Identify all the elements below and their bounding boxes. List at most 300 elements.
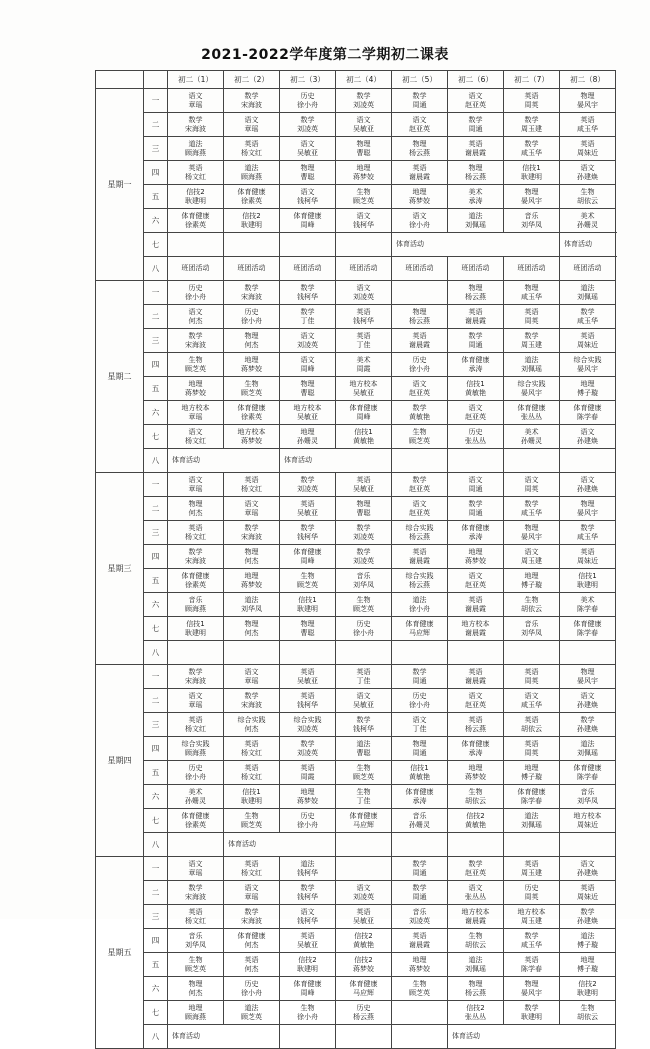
teacher-name: 耿建明 xyxy=(241,220,262,229)
lesson-cell xyxy=(504,953,560,977)
lesson-cell xyxy=(336,89,392,113)
lesson-cell xyxy=(448,1001,504,1025)
teacher-name: 宋海波 xyxy=(185,676,206,685)
lesson-cell xyxy=(560,665,616,689)
teacher-name: 丁佳 xyxy=(412,724,427,733)
teacher-name: 章瑶 xyxy=(188,484,203,493)
subject-name: 地理 xyxy=(244,355,259,364)
teacher-name: 杨文红 xyxy=(185,436,206,445)
teacher-name: 刘凌英 xyxy=(353,100,374,109)
weekday-label: 星期一 xyxy=(96,89,144,281)
teacher-name: 咸玉华 xyxy=(521,508,542,517)
period-row xyxy=(96,161,616,185)
teacher-name: 谢晨霞 xyxy=(465,628,486,637)
subject-name: 生物 xyxy=(356,763,371,772)
period-label: 六 xyxy=(144,209,168,233)
period-row xyxy=(96,329,616,353)
lesson-cell xyxy=(168,185,224,209)
teacher-name: 蒋梦姣 xyxy=(297,796,318,805)
teacher-name: 吴敏亚 xyxy=(353,124,374,133)
teacher-name: 陈学春 xyxy=(521,796,542,805)
teacher-name: 承涛 xyxy=(468,196,483,205)
empty-cell xyxy=(336,833,392,857)
subject-name: 语文 xyxy=(356,211,371,220)
lesson-cell xyxy=(224,209,280,233)
teacher-name: 孙姗灵 xyxy=(297,436,318,445)
teacher-name: 胡依云 xyxy=(465,940,486,949)
lesson-cell xyxy=(168,617,224,641)
empty-cell xyxy=(280,641,336,665)
subject-name: 数学 xyxy=(524,499,539,508)
lesson-cell xyxy=(448,905,504,929)
lesson-cell xyxy=(224,137,280,161)
teacher-name: 杨云燕 xyxy=(465,988,486,997)
period-row xyxy=(96,833,616,857)
teacher-name: 蒋梦姣 xyxy=(353,964,374,973)
lesson-cell xyxy=(560,929,616,953)
class-header: 初二（6） xyxy=(448,71,504,89)
subject-name: 体育健康 xyxy=(181,571,210,580)
period-row xyxy=(96,521,616,545)
subject-name: 信技2 xyxy=(354,931,373,940)
subject-name: 体育健康 xyxy=(181,211,210,220)
lesson-cell xyxy=(336,497,392,521)
lesson-cell xyxy=(168,353,224,377)
lesson-cell xyxy=(504,497,560,521)
lesson-cell xyxy=(448,689,504,713)
subject-name: 物理 xyxy=(300,163,315,172)
subject-name: 英语 xyxy=(300,763,315,772)
lesson-cell xyxy=(280,713,336,737)
lesson-cell xyxy=(504,977,560,1001)
lesson-cell xyxy=(168,665,224,689)
lesson-cell xyxy=(504,761,560,785)
subject-name: 数学 xyxy=(524,115,539,124)
teacher-name: 何杰 xyxy=(244,964,259,973)
subject-name: 综合实践 xyxy=(405,571,434,580)
teacher-name: 周妹近 xyxy=(577,556,598,565)
lesson-cell xyxy=(560,137,616,161)
lesson-cell xyxy=(560,761,616,785)
teacher-name: 谢晨霞 xyxy=(465,916,486,925)
period-label: 四 xyxy=(144,929,168,953)
subject-name: 美术 xyxy=(188,787,203,796)
subject-name: 信技1 xyxy=(242,787,261,796)
teacher-name: 黄敏艳 xyxy=(409,772,430,781)
subject-name: 英语 xyxy=(412,163,427,172)
lesson-cell xyxy=(504,617,560,641)
empty-cell xyxy=(336,1025,392,1049)
teacher-name: 黄敏艳 xyxy=(465,388,486,397)
subject-name: 历史 xyxy=(300,91,315,100)
teacher-name: 胡依云 xyxy=(465,796,486,805)
lesson-cell xyxy=(168,977,224,1001)
subject-name: 英语 xyxy=(468,667,483,676)
subject-name: 数学 xyxy=(468,115,483,124)
teacher-name: 周峰 xyxy=(356,412,371,421)
teacher-name: 谢晨霞 xyxy=(465,604,486,613)
lesson-cell xyxy=(280,809,336,833)
teacher-name: 刘凌英 xyxy=(297,484,318,493)
activity-cell: 体育活动 xyxy=(168,1025,280,1049)
subject-name: 英语 xyxy=(468,595,483,604)
lesson-cell xyxy=(168,425,224,449)
lesson-cell xyxy=(504,305,560,329)
lesson-cell xyxy=(392,545,448,569)
teacher-name: 吴敏亚 xyxy=(297,412,318,421)
subject-name: 数学 xyxy=(188,883,203,892)
empty-cell xyxy=(504,449,560,473)
subject-name: 地理 xyxy=(580,379,595,388)
subject-name: 地理 xyxy=(188,379,203,388)
subject-name: 英语 xyxy=(524,955,539,964)
subject-name: 历史 xyxy=(188,283,203,292)
teacher-name: 赵亚英 xyxy=(409,388,430,397)
teacher-name: 谢晨霞 xyxy=(409,556,430,565)
lesson-cell xyxy=(560,785,616,809)
subject-name: 地理 xyxy=(244,571,259,580)
teacher-name: 周通 xyxy=(468,124,483,133)
teacher-name: 吴敏亚 xyxy=(297,940,318,949)
lesson-cell xyxy=(560,953,616,977)
period-row xyxy=(96,137,616,161)
activity-cell: 体育活动 xyxy=(560,233,616,257)
teacher-name: 顾海燕 xyxy=(185,148,206,157)
period-label: 七 xyxy=(144,233,168,257)
lesson-cell xyxy=(336,353,392,377)
subject-name: 数学 xyxy=(300,523,315,532)
teacher-name: 何杰 xyxy=(244,556,259,565)
period-label: 三 xyxy=(144,329,168,353)
period-row xyxy=(96,425,616,449)
period-row xyxy=(96,617,616,641)
subject-name: 数学 xyxy=(524,331,539,340)
subject-name: 地方校本 xyxy=(517,907,546,916)
subject-name: 物理 xyxy=(412,739,427,748)
teacher-name: 章瑶 xyxy=(188,412,203,421)
subject-name: 地方校本 xyxy=(349,379,378,388)
subject-name: 信技2 xyxy=(186,187,205,196)
teacher-name: 刘凌英 xyxy=(297,340,318,349)
period-label: 三 xyxy=(144,713,168,737)
period-row xyxy=(96,809,616,833)
lesson-cell xyxy=(280,281,336,305)
lesson-cell xyxy=(392,569,448,593)
period-label: 一 xyxy=(144,89,168,113)
lesson-cell xyxy=(448,185,504,209)
period-label: 四 xyxy=(144,545,168,569)
period-label: 三 xyxy=(144,137,168,161)
lesson-cell xyxy=(168,593,224,617)
lesson-cell xyxy=(224,809,280,833)
lesson-cell xyxy=(336,929,392,953)
lesson-cell xyxy=(336,737,392,761)
subject-name: 地理 xyxy=(300,787,315,796)
subject-name: 信技2 xyxy=(354,955,373,964)
teacher-name: 蒋梦姣 xyxy=(241,580,262,589)
period-row xyxy=(96,377,616,401)
period-row xyxy=(96,1025,616,1049)
lesson-cell xyxy=(560,425,616,449)
subject-name: 生物 xyxy=(356,595,371,604)
subject-name: 地理 xyxy=(356,163,371,172)
lesson-cell xyxy=(224,401,280,425)
teacher-name: 孙建焕 xyxy=(577,172,598,181)
lesson-cell xyxy=(168,161,224,185)
subject-name: 数学 xyxy=(188,547,203,556)
lesson-cell xyxy=(280,305,336,329)
weekday-label: 星期五 xyxy=(96,857,144,1049)
empty-cell xyxy=(560,641,616,665)
teacher-name: 杨云燕 xyxy=(353,1012,374,1021)
teacher-name: 杨文红 xyxy=(241,484,262,493)
subject-name: 生物 xyxy=(356,787,371,796)
subject-name: 道法 xyxy=(412,595,427,604)
lesson-cell xyxy=(336,569,392,593)
subject-name: 生物 xyxy=(412,427,427,436)
subject-name: 物理 xyxy=(524,979,539,988)
lesson-cell xyxy=(448,497,504,521)
teacher-name: 赵亚英 xyxy=(409,124,430,133)
teacher-name: 周通 xyxy=(468,484,483,493)
subject-name: 数学 xyxy=(524,139,539,148)
period-row xyxy=(96,89,616,113)
lesson-cell xyxy=(448,737,504,761)
teacher-name: 耿建明 xyxy=(577,580,598,589)
lesson-cell xyxy=(392,209,448,233)
lesson-cell xyxy=(504,329,560,353)
teacher-name: 刘凌英 xyxy=(297,748,318,757)
subject-name: 道法 xyxy=(468,955,483,964)
subject-name: 物理 xyxy=(244,547,259,556)
period-row xyxy=(96,761,616,785)
teacher-name: 晏风宇 xyxy=(521,532,542,541)
lesson-cell xyxy=(448,281,504,305)
teacher-name: 耿建明 xyxy=(297,604,318,613)
subject-name: 综合实践 xyxy=(237,715,266,724)
subject-name: 数学 xyxy=(244,523,259,532)
subject-name: 英语 xyxy=(524,859,539,868)
lesson-cell xyxy=(504,401,560,425)
teacher-name: 黄敏艳 xyxy=(353,436,374,445)
lesson-cell xyxy=(448,953,504,977)
subject-name: 体育健康 xyxy=(517,787,546,796)
period-row xyxy=(96,665,616,689)
period-row xyxy=(96,113,616,137)
subject-name: 道法 xyxy=(524,355,539,364)
subject-name: 体育健康 xyxy=(237,403,266,412)
lesson-cell xyxy=(224,425,280,449)
subject-name: 生物 xyxy=(356,187,371,196)
lesson-cell xyxy=(504,593,560,617)
teacher-name: 蒋梦姣 xyxy=(465,556,486,565)
subject-name: 体育健康 xyxy=(293,979,322,988)
subject-name: 英语 xyxy=(188,523,203,532)
lesson-cell xyxy=(224,761,280,785)
lesson-cell xyxy=(560,281,616,305)
empty-cell xyxy=(392,641,448,665)
teacher-name: 章瑶 xyxy=(244,676,259,685)
period-label: 二 xyxy=(144,305,168,329)
subject-name: 英语 xyxy=(524,91,539,100)
teacher-name: 杨云燕 xyxy=(465,292,486,301)
subject-name: 语文 xyxy=(188,307,203,316)
lesson-cell xyxy=(168,881,224,905)
subject-name: 生物 xyxy=(468,787,483,796)
lesson-cell xyxy=(224,545,280,569)
subject-name: 语文 xyxy=(356,283,371,292)
subject-name: 语文 xyxy=(244,667,259,676)
lesson-cell xyxy=(168,137,224,161)
subject-name: 美术 xyxy=(468,187,483,196)
lesson-cell xyxy=(280,665,336,689)
subject-name: 信技2 xyxy=(578,979,597,988)
lesson-cell xyxy=(280,545,336,569)
lesson-cell xyxy=(504,857,560,881)
subject-name: 信技2 xyxy=(466,811,485,820)
lesson-cell xyxy=(224,113,280,137)
lesson-cell xyxy=(280,617,336,641)
subject-name: 数学 xyxy=(300,283,315,292)
lesson-cell xyxy=(392,305,448,329)
teacher-name: 赵亚英 xyxy=(465,100,486,109)
lesson-cell xyxy=(392,713,448,737)
lesson-cell xyxy=(560,185,616,209)
subject-name: 地理 xyxy=(524,571,539,580)
period-row xyxy=(96,641,616,665)
teacher-name: 杨云燕 xyxy=(465,172,486,181)
subject-name: 英语 xyxy=(356,475,371,484)
subject-name: 体育健康 xyxy=(237,931,266,940)
teacher-name: 刘华凤 xyxy=(185,940,206,949)
subject-name: 音乐 xyxy=(188,595,203,604)
subject-name: 综合实践 xyxy=(405,523,434,532)
teacher-name: 孙姗灵 xyxy=(185,796,206,805)
corner-cell xyxy=(144,71,168,89)
period-row xyxy=(96,353,616,377)
teacher-name: 顾海燕 xyxy=(185,748,206,757)
lesson-cell xyxy=(168,809,224,833)
teacher-name: 杨云燕 xyxy=(409,316,430,325)
subject-name: 英语 xyxy=(300,931,315,940)
teacher-name: 周霞 xyxy=(300,772,315,781)
subject-name: 生物 xyxy=(412,979,427,988)
subject-name: 物理 xyxy=(524,283,539,292)
subject-name: 物理 xyxy=(356,139,371,148)
lesson-cell xyxy=(168,377,224,401)
teacher-name: 顾芝英 xyxy=(185,964,206,973)
teacher-name: 顾海燕 xyxy=(241,172,262,181)
teacher-name: 吴敏亚 xyxy=(297,148,318,157)
teacher-name: 顾海燕 xyxy=(185,1012,206,1021)
teacher-name: 周峰 xyxy=(300,988,315,997)
teacher-name: 钱柯华 xyxy=(297,892,318,901)
teacher-name: 蒋梦姣 xyxy=(185,388,206,397)
subject-name: 数学 xyxy=(244,283,259,292)
empty-cell xyxy=(392,833,448,857)
subject-name: 音乐 xyxy=(580,787,595,796)
subject-name: 生物 xyxy=(300,1003,315,1012)
subject-name: 美术 xyxy=(580,595,595,604)
lesson-cell xyxy=(392,617,448,641)
teacher-name: 晏风宇 xyxy=(577,364,598,373)
teacher-name: 徐小舟 xyxy=(297,100,318,109)
lesson-cell xyxy=(168,473,224,497)
period-row xyxy=(96,281,616,305)
lesson-cell xyxy=(560,809,616,833)
lesson-cell xyxy=(448,401,504,425)
lesson-cell xyxy=(168,545,224,569)
subject-name: 数学 xyxy=(188,667,203,676)
teacher-name: 耿建明 xyxy=(185,628,206,637)
period-row xyxy=(96,305,616,329)
teacher-name: 何杰 xyxy=(244,724,259,733)
teacher-name: 傅子璇 xyxy=(521,772,542,781)
lesson-cell xyxy=(560,689,616,713)
teacher-name: 刘华凤 xyxy=(353,580,374,589)
lesson-cell xyxy=(392,353,448,377)
teacher-name: 徐小舟 xyxy=(185,772,206,781)
subject-name: 信技1 xyxy=(578,571,597,580)
lesson-cell xyxy=(448,785,504,809)
teacher-name: 耿建明 xyxy=(577,988,598,997)
subject-name: 历史 xyxy=(468,427,483,436)
teacher-name: 陈学春 xyxy=(577,412,598,421)
lesson-cell xyxy=(280,521,336,545)
subject-name: 数学 xyxy=(580,907,595,916)
teacher-name: 周通 xyxy=(468,340,483,349)
teacher-name: 丁佳 xyxy=(356,796,371,805)
teacher-name: 周英 xyxy=(524,100,539,109)
teacher-name: 杨云燕 xyxy=(409,148,430,157)
lesson-cell xyxy=(280,905,336,929)
teacher-name: 宋海波 xyxy=(185,340,206,349)
subject-name: 生物 xyxy=(188,955,203,964)
teacher-name: 徐小舟 xyxy=(241,316,262,325)
period-row xyxy=(96,953,616,977)
teacher-name: 杨文红 xyxy=(185,172,206,181)
lesson-cell xyxy=(448,881,504,905)
lesson-cell xyxy=(448,809,504,833)
teacher-name: 晏风宇 xyxy=(577,676,598,685)
lesson-cell xyxy=(336,473,392,497)
teacher-name: 周通 xyxy=(412,868,427,877)
teacher-name: 顾芝英 xyxy=(185,364,206,373)
period-row xyxy=(96,857,616,881)
lesson-cell xyxy=(560,329,616,353)
lesson-cell xyxy=(224,785,280,809)
teacher-name: 刘凌英 xyxy=(409,916,430,925)
teacher-name: 周峰 xyxy=(300,364,315,373)
lesson-cell xyxy=(560,857,616,881)
subject-name: 地理 xyxy=(468,547,483,556)
teacher-name: 马应辉 xyxy=(353,820,374,829)
teacher-name: 陈学春 xyxy=(577,604,598,613)
lesson-cell xyxy=(224,185,280,209)
empty-cell xyxy=(448,641,504,665)
subject-name: 历史 xyxy=(412,355,427,364)
teacher-name: 周英 xyxy=(524,892,539,901)
subject-name: 体育健康 xyxy=(573,403,602,412)
teacher-name: 周玉建 xyxy=(521,340,542,349)
subject-name: 英语 xyxy=(468,139,483,148)
period-label: 二 xyxy=(144,881,168,905)
period-row xyxy=(96,209,616,233)
subject-name: 语文 xyxy=(524,691,539,700)
teacher-name: 承涛 xyxy=(412,796,427,805)
teacher-name: 周妹近 xyxy=(577,820,598,829)
teacher-name: 何杰 xyxy=(244,340,259,349)
